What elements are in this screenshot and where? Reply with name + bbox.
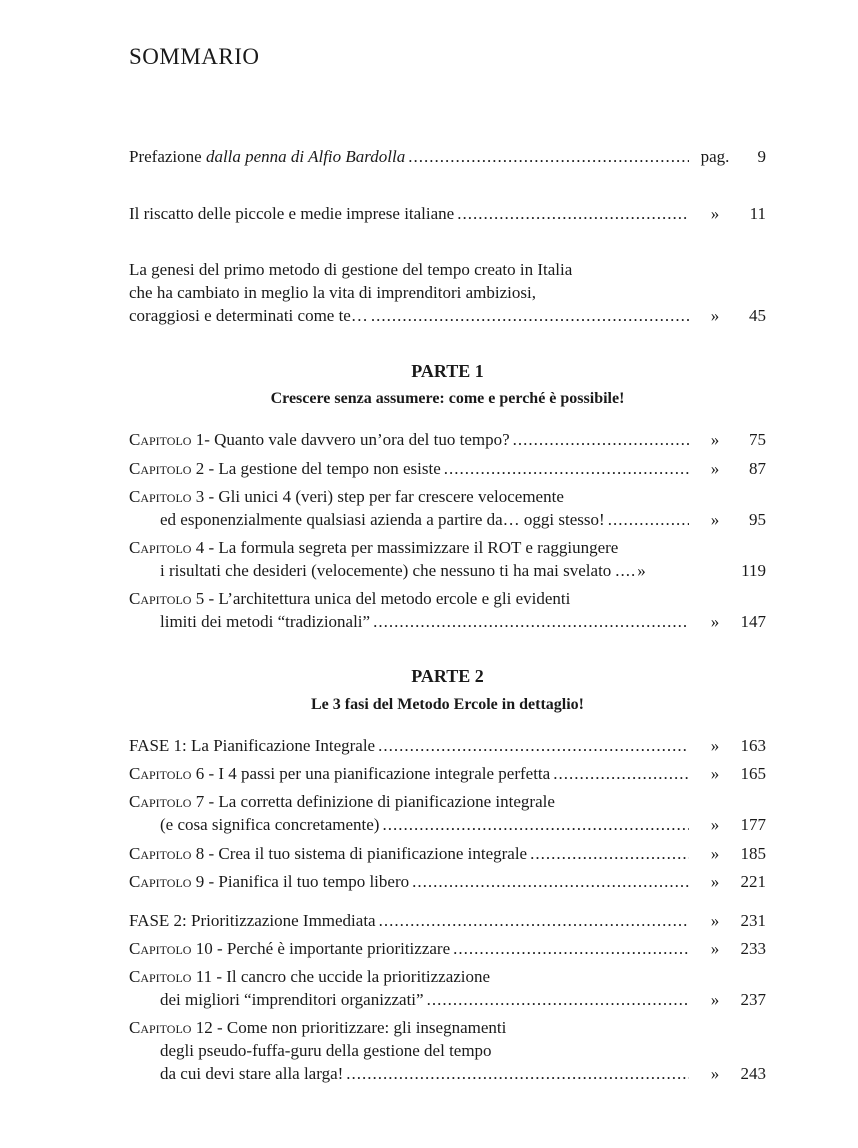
entry-text: degli pseudo-fuffa-guru della gestione del tempo bbox=[160, 1041, 492, 1060]
page-title: SOMMARIO bbox=[129, 44, 260, 69]
page-number: 87 bbox=[749, 459, 766, 478]
leader-dots bbox=[513, 428, 689, 451]
entry-text: Capitolo 8 - Crea il tuo sistema di pianificazione integrale bbox=[129, 844, 528, 863]
toc-entry-chapter-2 bbox=[129, 457, 766, 480]
leader-dots bbox=[530, 842, 689, 865]
entry-text: Capitolo 4 - La formula segreta per massimizzare il ROT e raggiungere bbox=[129, 538, 619, 557]
entry-text: da cui devi stare alla larga! bbox=[160, 1064, 344, 1083]
entry-text: Capitolo 6 - I 4 passi per una pianificazione integrale perfetta bbox=[129, 764, 551, 783]
ditto-mark: » bbox=[710, 736, 720, 755]
page-number: 165 bbox=[740, 764, 766, 783]
leader-dots bbox=[427, 988, 689, 1011]
ditto-mark: » bbox=[710, 306, 720, 325]
leader-dots bbox=[408, 145, 689, 168]
entry-text: Prefazione dalla penna di Alfio Bardolla bbox=[129, 147, 406, 166]
page-number: 45 bbox=[749, 306, 766, 325]
page-number: 163 bbox=[740, 736, 766, 755]
entry-text: i risultati che desideri (velocemente) che nessuno ti ha mai svelato bbox=[160, 561, 612, 580]
page-number: 177 bbox=[740, 815, 766, 834]
page-number: 231 bbox=[740, 911, 766, 930]
entry-text: Capitolo 5 - L’architettura unica del metodo ercole e gli evidenti bbox=[129, 589, 571, 608]
leader-dots bbox=[615, 559, 637, 582]
ditto-mark: » bbox=[710, 815, 720, 834]
entry-text: Capitolo 12 - Come non prioritizzare: gli insegnamenti bbox=[129, 1018, 507, 1037]
part-subtitle: Le 3 fasi del Metodo Ercole in dettaglio! bbox=[311, 696, 584, 713]
entry-text: limiti dei metodi “tradizionali” bbox=[160, 612, 371, 631]
page-marker: pag. bbox=[700, 147, 730, 166]
toc-entry-chapter-7 bbox=[129, 790, 766, 836]
ditto-mark: » bbox=[710, 764, 720, 783]
toc-entry-chapter-3 bbox=[129, 485, 766, 531]
entry-text: Capitolo 10 - Perché è importante prioritizzare bbox=[129, 939, 451, 958]
page-number: 221 bbox=[740, 872, 766, 891]
ditto-mark: » bbox=[710, 939, 720, 958]
ditto-mark: » bbox=[710, 204, 720, 223]
entry-text: (e cosa significa concretamente) bbox=[160, 815, 380, 834]
page-number: 95 bbox=[749, 510, 766, 529]
toc-entry-chapter-4 bbox=[129, 536, 766, 582]
leader-dots bbox=[371, 304, 689, 327]
page-number: 233 bbox=[740, 939, 766, 958]
entry-text: Capitolo 7 - La corretta definizione di pianificazione integrale bbox=[129, 792, 555, 811]
toc-entry-riscatto bbox=[129, 202, 766, 225]
page-number: 243 bbox=[740, 1064, 766, 1083]
entry-text: Capitolo 2 - La gestione del tempo non esiste bbox=[129, 459, 441, 478]
leader-dots bbox=[382, 813, 689, 836]
toc-entry-chapter-10 bbox=[129, 937, 766, 960]
page-number: 75 bbox=[749, 430, 766, 449]
ditto-mark: » bbox=[710, 510, 720, 529]
page-number: 119 bbox=[741, 561, 766, 580]
entry-text: Il riscatto delle piccole e medie imprese italiane bbox=[129, 204, 455, 223]
entry-text: Capitolo 11 - Il cancro che uccide la prioritizzazione bbox=[129, 967, 491, 986]
ditto-mark: » bbox=[710, 459, 720, 478]
leader-dots bbox=[379, 909, 689, 932]
leader-dots bbox=[457, 202, 689, 225]
part-subtitle: Crescere senza assumere: come e perché è possibile! bbox=[270, 390, 625, 407]
toc-entry-fase-2 bbox=[129, 909, 766, 932]
entry-text: FASE 1: La Pianificazione Integrale bbox=[129, 736, 376, 755]
entry-text: La genesi del primo metodo di gestione del tempo creato in Italia bbox=[129, 260, 573, 279]
ditto-mark: » bbox=[710, 844, 720, 863]
toc-entry-chapter-8 bbox=[129, 842, 766, 865]
entry-text: Capitolo 3 - Gli unici 4 (veri) step per far crescere velocemente bbox=[129, 487, 564, 506]
entry-text: dei migliori “imprenditori organizzati” bbox=[160, 990, 424, 1009]
entry-text: che ha cambiato in meglio la vita di imprenditori ambiziosi, bbox=[129, 283, 536, 302]
toc-entry-fase-1 bbox=[129, 734, 766, 757]
part-heading: PARTE 2 bbox=[411, 666, 484, 686]
page-number: 11 bbox=[749, 204, 766, 223]
ditto-mark: » bbox=[710, 990, 720, 1009]
entry-text: Capitolo 1- Quanto vale davvero un’ora del tuo tempo? bbox=[129, 430, 510, 449]
toc-entry-chapter-12 bbox=[129, 1016, 766, 1085]
toc-entry-prefazione bbox=[129, 145, 766, 168]
leader-dots bbox=[373, 610, 689, 633]
ditto-mark: » bbox=[637, 561, 646, 580]
page-number: 237 bbox=[740, 990, 766, 1009]
toc-entry-chapter-6 bbox=[129, 762, 766, 785]
leader-dots bbox=[412, 870, 689, 893]
toc-entry-genesi bbox=[129, 258, 766, 327]
entry-text: ed esponenzialmente qualsiasi azienda a partire da… oggi stesso! bbox=[160, 510, 605, 529]
page-number: 185 bbox=[740, 844, 766, 863]
ditto-mark: » bbox=[710, 612, 720, 631]
page-number: 9 bbox=[757, 147, 766, 166]
entry-text: coraggiosi e determinati come te… bbox=[129, 306, 368, 325]
toc-entry-chapter-1 bbox=[129, 428, 766, 451]
leader-dots bbox=[444, 457, 689, 480]
leader-dots bbox=[346, 1062, 689, 1085]
entry-text: Capitolo 9 - Pianifica il tuo tempo libero bbox=[129, 872, 410, 891]
leader-dots bbox=[553, 762, 689, 785]
leader-dots bbox=[608, 508, 689, 531]
ditto-mark: » bbox=[710, 1064, 720, 1083]
toc-entry-chapter-9 bbox=[129, 870, 766, 893]
entry-text: FASE 2: Prioritizzazione Immediata bbox=[129, 911, 376, 930]
part-heading: PARTE 1 bbox=[411, 361, 484, 381]
leader-dots bbox=[453, 937, 689, 960]
ditto-mark: » bbox=[710, 430, 720, 449]
toc-entry-chapter-11 bbox=[129, 965, 766, 1011]
ditto-mark: » bbox=[710, 872, 720, 891]
toc-entry-chapter-5 bbox=[129, 587, 766, 633]
page-number: 147 bbox=[740, 612, 766, 631]
leader-dots bbox=[378, 734, 689, 757]
ditto-mark: » bbox=[710, 911, 720, 930]
